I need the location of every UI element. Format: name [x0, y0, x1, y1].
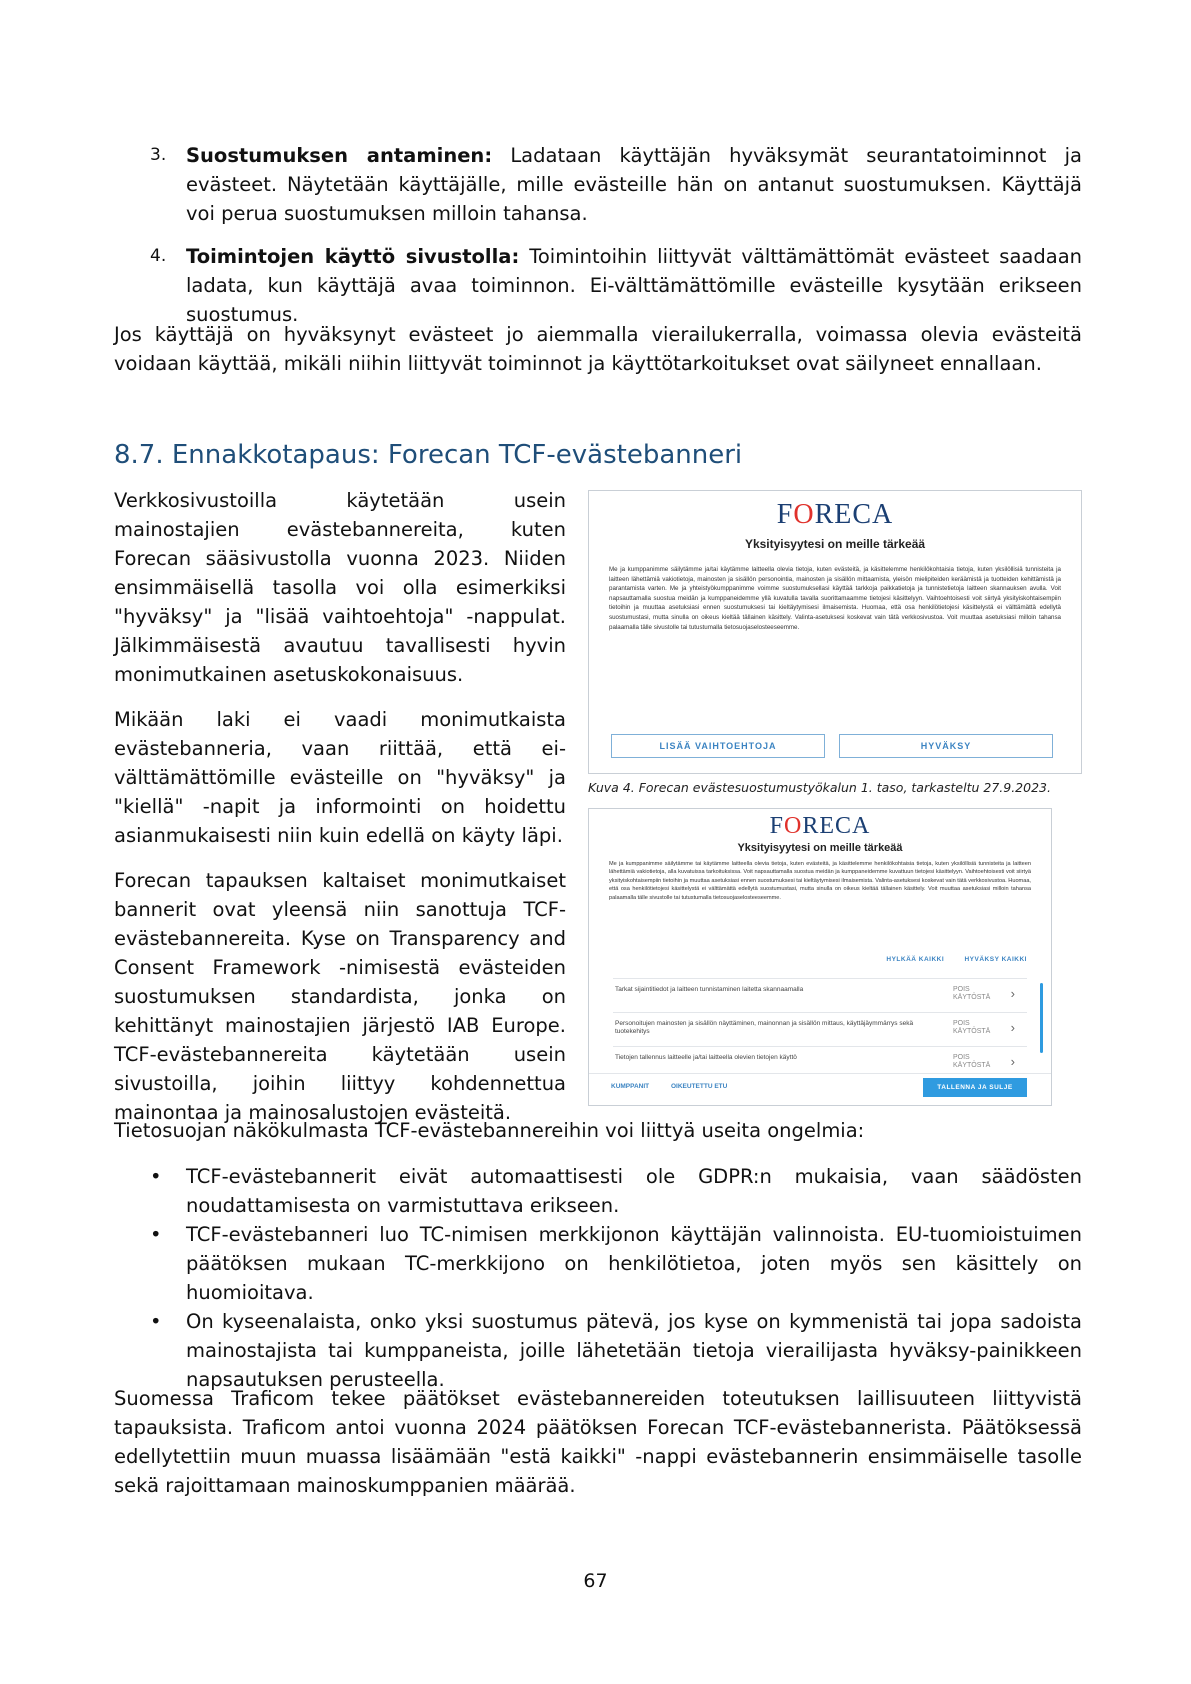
figure-caption: Kuva 4. Forecan evästesuostumustyökalun 1. taso, tarkasteltu 27.9.2023.: [588, 780, 1051, 795]
banner-title: Yksityisyytesi on meille tärkeää: [737, 842, 903, 854]
accept-button[interactable]: HYVÄKSY: [839, 734, 1053, 758]
chevron-right-icon[interactable]: ›: [1010, 1020, 1015, 1035]
accept-all-link[interactable]: HYVÄKSY KAIKKI: [964, 956, 1027, 963]
purpose-text: Tarkat sijaintitiedot ja laitteen tunnistaminen laitetta skannaamalla: [615, 986, 804, 993]
save-and-close-button[interactable]: TALLENNA JA SULJE: [923, 1078, 1027, 1097]
paragraph-previous-visit: Jos käyttäjä on hyväksynyt evästeet jo aiemmalla vierailukerralla, voimassa olevia evästeitä voidaan käyttää, mikäli niihin liittyvät toiminnot ja käyttötarkoitukset ovat säilyneet ennallaan.: [114, 323, 1082, 375]
paragraph-traficom: Suomessa Traficom tekee päätökset evästebannereiden toteutuksen laillisuuteen liittyvistä tapauksista. Traficom antoi vuonna 2024 päätöksen Forecan TCF-evästebannerista. Päätöksessä edellytettiin muun muassa lisäämään "estä kaikki" -nappi evästebannerin ensimmäiselle tasolle sekä rajoittamaan mainoskumppanien määrää.: [114, 1387, 1082, 1497]
foreca-banner-screenshot-2: [588, 808, 1052, 1106]
section-heading: 8.7. Ennakkotapaus: Forecan TCF-evästebanneri: [114, 440, 743, 470]
list-item-text: Ladataan käyttäjän hyväksymät seurantatoiminnot ja evästeet. Näytetään käyttäjälle, mille evästeille hän on antanut suostumuksen. Käyttäjä voi perua suostumuksen milloin tahansa.: [186, 144, 1083, 225]
purpose-text: Tietojen tallennus laitteelle ja/tai laitteella olevien tietojen käyttö: [615, 1054, 797, 1061]
purpose-state: POIS KÄYTÖSTÄ: [953, 1020, 991, 1035]
list-item-title: Suostumuksen antaminen:: [186, 144, 493, 167]
more-options-button[interactable]: LISÄÄ VAIHTOEHTOJA: [611, 734, 825, 758]
reject-accept-links: [886, 956, 1027, 963]
list-item-title: Toimintojen käyttö sivustolla:: [186, 245, 520, 268]
purpose-text: Personoitujen mainosten ja sisällön näyttäminen, mainonnan ja sisällön mittaus, käyttäjäymmärrys sekä tuotekehitys: [615, 1020, 914, 1035]
bullet-list: [114, 1162, 1082, 1394]
purpose-row[interactable]: [613, 1012, 1027, 1047]
list-item-text: TCF-evästebanneri luo TC-nimisen merkkijonon käyttäjän valinnoista. EU-tuomioistuimen päätöksen mukaan TC-merkkijono on henkilötietoa, joten myös sen käsittely on huomioitava.: [186, 1223, 1082, 1304]
legitimate-interest-link[interactable]: OIKEUTETTU ETU: [671, 1083, 728, 1090]
reject-all-link[interactable]: HYLKÄÄ KAIKKI: [886, 956, 945, 963]
partners-link[interactable]: KUMPPANIT: [611, 1083, 650, 1090]
list-item: [114, 141, 1082, 228]
paragraph: Forecan tapauksen kaltaiset monimutkaiset bannerit ovat yleensä niin sanottuja TCF-evästebannereita. Kyse on Transparency and Consent Framework -nimisestä evästeiden suostumuksen standardista, jonka on kehittänyt mainostajien järjestö IAB Europe. TCF-evästebannereita käytetään usein sivustoilla, joihin liittyy kohdennettua mainontaa ja mainosalustojen evästeitä.: [114, 869, 566, 1124]
paragraph-problems: Tietosuojan näkökulmasta TCF-evästebannereihin voi liittyä useita ongelmia:: [114, 1119, 865, 1142]
page-number: 67: [583, 1570, 608, 1592]
scrollbar[interactable]: [1040, 983, 1043, 1053]
paragraph: Verkkosivustoilla käytetään usein mainostajien evästebannereita, kuten Forecan sääsivustolla vuonna 2023. Niiden ensimmäisellä tasolla voi olla esimerkiksi "hyväksy" ja "lisää vaihtoehtoja" -nappulat. Jälkimmäisestä avautuu tavallisesti hyvin monimutkainen asetuskokonaisuus.: [114, 489, 566, 686]
paragraph: Mikään laki ei vaadi monimutkaista evästebanneria, vaan riittää, että ei-välttämättömille evästeille on "hyväksy" ja "kiellä" -napit ja informointi on hoidettu asianmukaisesti niin kuin edellä on käyty läpi.: [114, 708, 566, 847]
bullet-icon: •: [150, 1223, 162, 1246]
bullet-icon: •: [150, 1310, 162, 1333]
list-item: [114, 1162, 1082, 1220]
list-item-text: Toimintoihin liittyvät välttämättömät evästeet saadaan ladata, kun käyttäjä avaa toiminnon. Ei-välttämättömille evästeille kysytään erikseen suostumus.: [186, 245, 1083, 326]
foreca-logo: FORECA: [769, 813, 871, 839]
purpose-row[interactable]: [613, 978, 1027, 1013]
list-number: 4.: [150, 246, 167, 266]
purpose-state: POIS KÄYTÖSTÄ: [953, 986, 991, 1001]
banner-body-text: Me ja kumppanimme säilytämme ja/tai käytämme laitteella olevia tietoja, kuten evästeitä, ja käsittelemme henkilökohtaisia tietoja, kuten yksilöllisiä tunnisteita ja laitteen lähettämiä vakiotietoja, mainosten ja sisällön personointia, mainosten ja sisällön mittaamista, yleisön mielipiteiden keräämistä ja tuotteiden kehittämistä ja parantamista varten. Me ja yhteistyökumppanimme voimme suostumuksellasi käyttää tarkkoja paikkatietoja ja tunnistetietoja laitteen skannauksen avulla. Voit napsauttamalla suostua meidän ja kumppaneidemme yllä kuvatulla tavalla suorittamaamme tietojesi käsittelyyn. Vaihtoehtoisesti voit siirtyä yksityiskohtaisempiin tietoihin ja muuttaa asetuksiasi ennen suostumuksesi tai kieltäytymisesi ilmaisemista. Huomaa, että osa henkilötietojesi käsittelystä ei välttämättä edellytä suostumustasi, mutta sinulla on oikeus kieltää tällainen käsittely. Valinta-asetuksesi koskevat vain tätä verkkosivustoa. Voit muuttaa asetuksiasi milloin tahansa palaamalla tälle sivustolle tai tutustumalla tietosuojaselosteeseemme.: [609, 566, 1061, 631]
chevron-right-icon[interactable]: ›: [1010, 986, 1015, 1001]
bullet-icon: •: [150, 1165, 162, 1188]
banner-footer: [589, 1073, 1051, 1106]
list-item: [114, 1220, 1082, 1307]
foreca-logo: FORECA: [776, 499, 894, 530]
list-number: 3.: [150, 145, 167, 165]
purpose-state: POIS KÄYTÖSTÄ: [953, 1054, 991, 1069]
list-item-text: On kyseenalaista, onko yksi suostumus pätevä, jos kyse on kymmenistä tai jopa sadoista mainostajista tai kumppaneista, joille lähetetään tietoja vierailijasta hyväksy-painikkeen napsautuksen perusteella.: [186, 1310, 1082, 1391]
banner-body-text: Me ja kumppanimme säilytämme tai käytämme laitteella olevia tietoja, kuten evästeitä, ja käsittelemme henkilökohtaisia tietoja, kuten yksilöllisiä tunnisteita ja laitteen lähettämiä vakiotietoja, alla kuvatuissa tarkoituksissa. Voit napsauttamalla suostua meidän ja kumppaneidemme kuvattuun tietojesi käsittelyyn. Vaihtoehtoisesti voit siirtyä yksityiskohtaisempiin tietoihin ja muuttaa asetuksiasi ennen suostumuksesi tai kieltäytymisesi ilmaisemista. Valinta-asetuksesi koskevat vain tätä verkkosivustoa. Huomaa, että osa henkilötietojesi käsittelystä ei välttämättä edellytä suostumustasi, mutta sinulla on oikeus kieltää tällainen käsittely. Voit muuttaa asetuksiasi milloin tahansa palaamalla tälle sivustolle tai tutustumalla tietosuojaselosteeseemme.: [609, 861, 1031, 901]
foreca-banner-screenshot-1: [588, 490, 1082, 774]
chevron-right-icon[interactable]: ›: [1010, 1054, 1015, 1069]
list-item: [114, 1307, 1082, 1394]
left-column: [114, 486, 566, 1143]
banner-title: Yksityisyytesi on meille tärkeää: [744, 537, 926, 551]
list-item: [114, 242, 1082, 329]
list-item-text: TCF-evästebannerit eivät automaattisesti ole GDPR:n mukaisia, vaan säädösten noudattamisesta on varmistuttava erikseen.: [186, 1165, 1082, 1217]
numbered-list: [114, 141, 1082, 343]
purpose-row[interactable]: [613, 1046, 1027, 1071]
